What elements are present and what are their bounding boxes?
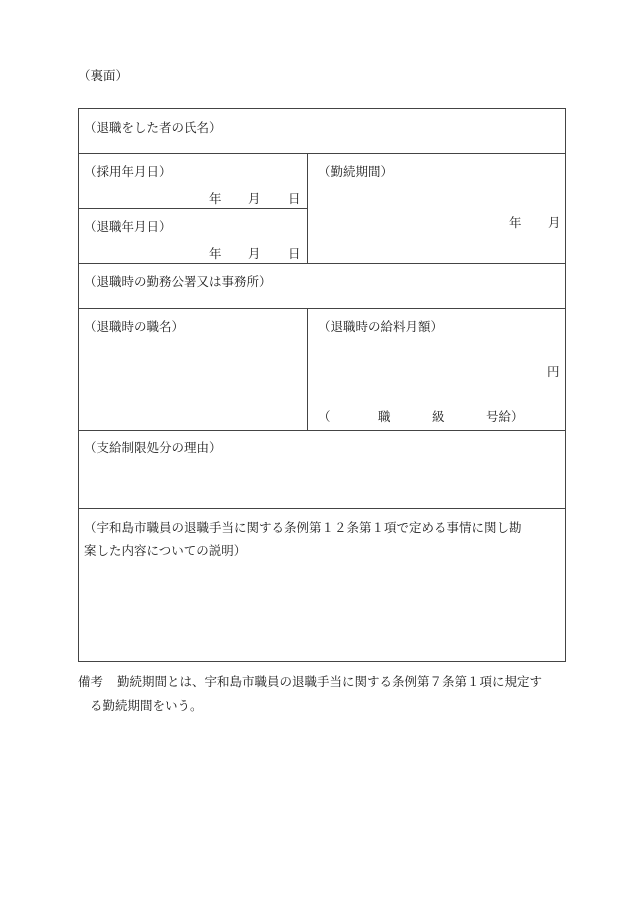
remarks-text-line1: 勤続期間とは、宇和島市職員の退職手当に関する条例第７条第１項に規定す [117,674,543,689]
retirement-form-table [78,108,566,662]
retire-date-label: （退職年月日） [84,219,172,234]
divider-after-reason [78,508,566,509]
retire-date-year-unit: 年 [209,246,222,261]
office-label: （退職時の勤務公署又は事務所） [84,274,272,289]
explanation-label-line1: （宇和島市職員の退職手当に関する条例第１２条第１項で定める事情に関し勘 [84,520,522,535]
divider-after-position [78,430,566,431]
salary-yen-unit: 円 [547,364,560,379]
table-border-right [565,108,566,662]
retire-date-day-unit: 日 [288,246,301,261]
divider-after-office [78,308,566,309]
hire-date-year-unit: 年 [209,191,222,206]
grade-open-paren: （ [318,409,331,424]
remarks-line1 [78,670,578,694]
name-label: （退職をした者の氏名） [84,120,222,135]
divider-after-name [78,153,566,154]
service-year-unit: 年 [509,215,522,230]
page-label: （裏面） [78,68,129,83]
hire-date-label: （採用年月日） [84,164,172,179]
divider-dates-service [307,153,308,263]
grade-gokyu-unit: 号給） [486,409,524,424]
grade-kyu-unit: 級 [432,409,445,424]
grade-shoku-unit: 職 [378,409,391,424]
retire-date-month-unit: 月 [248,246,261,261]
divider-between-dates [78,208,307,209]
hire-date-month-unit: 月 [248,191,261,206]
table-border-top [78,108,566,109]
service-period-label: （勤続期間） [318,164,394,179]
reason-label: （支給制限処分の理由） [84,440,222,455]
position-label: （退職時の職名） [84,319,185,334]
divider-after-dates [78,263,566,264]
explanation-label-line2: 案した内容についての説明） [84,543,247,558]
hire-date-day-unit: 日 [288,191,301,206]
table-border-bottom [78,661,566,662]
remarks-note [78,670,578,718]
remarks-text-line2: る勤続期間をいう。 [90,698,203,713]
remarks-head: 備考 [78,674,104,689]
service-month-unit: 月 [548,215,561,230]
divider-position-salary [307,308,308,430]
salary-label: （退職時の給料月額） [318,319,444,334]
table-border-left [78,108,79,662]
